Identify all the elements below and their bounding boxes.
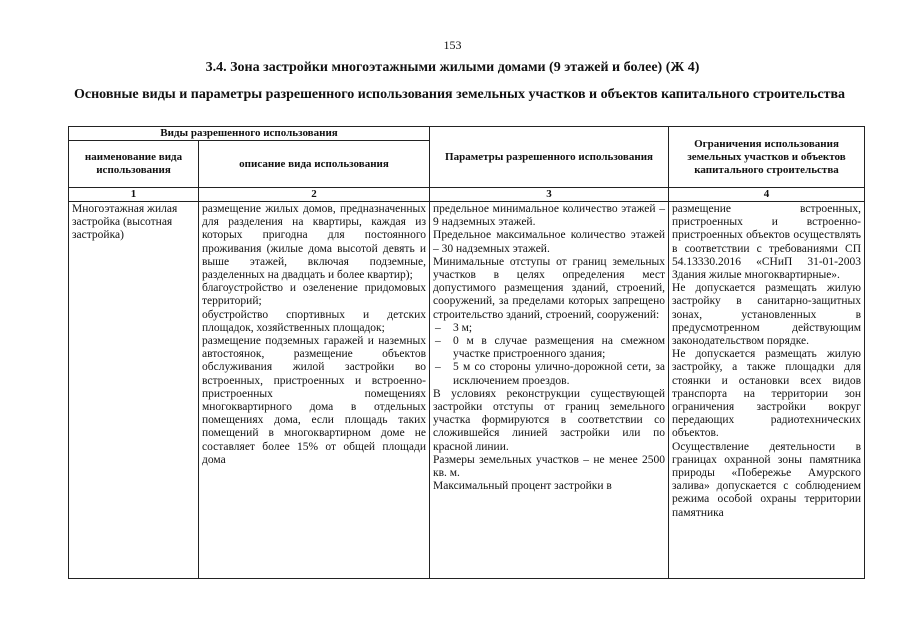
parameters-cell — [430, 202, 669, 579]
use-description-cell — [199, 202, 430, 579]
column-number-3: 3 — [430, 188, 669, 202]
subtitle: Основные виды и параметры разрешенного использования земельных участков и объектов капитального строительства — [74, 87, 846, 102]
list-item: – 3 м; — [433, 322, 665, 335]
column-number-2: 2 — [199, 188, 430, 202]
restrictions-cell — [669, 202, 865, 579]
parameter-paragraph: Размеры земельных участков – не менее 2500 кв. м. — [433, 453, 666, 480]
parameter-paragraph: предельное минимальное количество этажей – 9 надземных этажей. — [433, 203, 666, 229]
parameter-paragraph: В условиях реконструкции существующей застройки отступы от границ земельного участка формируются в соответствии со сложившейся линией застройки или по красной линии. — [433, 387, 666, 453]
restriction-paragraph: Не допускается размещать жилую застройку, а также площадки для стоянки и остановки всех видов транспорта на территории зон ограничения застройки вокруг передающих радиотехнических объектов. — [672, 348, 862, 440]
list-item: – 0 м в случае размещения на смежном участке пристроенного здания; — [433, 335, 665, 361]
description-paragraph: благоустройство и озеленение придомовых территорий; — [202, 282, 427, 308]
zoning-table — [68, 126, 865, 579]
header-description: описание вида использования — [199, 141, 430, 188]
parameter-paragraph: Предельное максимальное количество этажей – 30 надземных этажей. — [433, 229, 666, 255]
section-title: 3.4. Зона застройки многоэтажными жилыми домами (9 этажей и более) (Ж 4) — [205, 60, 700, 75]
page-number: 153 — [443, 38, 462, 52]
use-name: Многоэтажная жилая застройка (высотная застройка) — [72, 203, 178, 242]
setback-list — [433, 322, 665, 388]
parameter-paragraph: Минимальные отступы от границ земельных участков в целях определения мест допустимого размещения зданий, строений, сооружений, за пределами которых запрещено строительство зданий, строений, сооружений: — [433, 255, 666, 321]
header-name: наименование вида использования — [69, 141, 199, 188]
description-paragraph: размещение жилых домов, предназначенных для разделения на квартиры, каждая из которых пригодна для постоянного проживания (жилые дома высотой девять и выше этажей, включая подземные, разделенных на двадцать и более квартир); — [202, 203, 427, 282]
column-number-4: 4 — [669, 188, 865, 202]
parameter-paragraph: Максимальный процент застройки в — [433, 480, 612, 493]
table-row — [69, 202, 865, 579]
header-restrictions: Ограничения использования земельных участков и объектов капитального строительства — [669, 127, 865, 188]
description-paragraph: размещение подземных гаражей и наземных автостоянок, размещение объектов обслуживания жилой застройки во встроенных, пристроенных и встроенно-пристроенных помещениях многоквартирного дома в отдельных помещениях дома, если площадь таких помещений в многоквартирном доме не составляет более 15% от общей площади дома — [202, 335, 427, 466]
list-item: – 5 м со стороны улично-дорожной сети, за исключением проездов. — [433, 361, 665, 387]
column-number-1: 1 — [69, 188, 199, 202]
description-paragraph: обустройство спортивных и детских площадок, хозяйственных площадок; — [202, 308, 427, 334]
use-name-cell — [69, 202, 199, 579]
header-group: Виды разрешенного использования — [69, 127, 430, 141]
restriction-paragraph: Не допускается размещать жилую застройку в санитарно-защитных зонах, установленных в предусмотренном действующим законодательством порядке. — [672, 282, 862, 348]
restriction-paragraph: размещение встроенных, пристроенных и встроенно-пристроенных объектов осуществлять в соответствии с требованиями СП 54.13330.2016 «СНиП 31-01-2003 Здания жилые многоквартирные». — [672, 203, 862, 282]
header-parameters: Параметры разрешенного использования — [430, 127, 669, 188]
restriction-paragraph: Осуществление деятельности в границах охранной зоны памятника природы «Побережье Амурского залива» допускается с соблюдением режима особой охраны территории памятника — [672, 440, 862, 519]
